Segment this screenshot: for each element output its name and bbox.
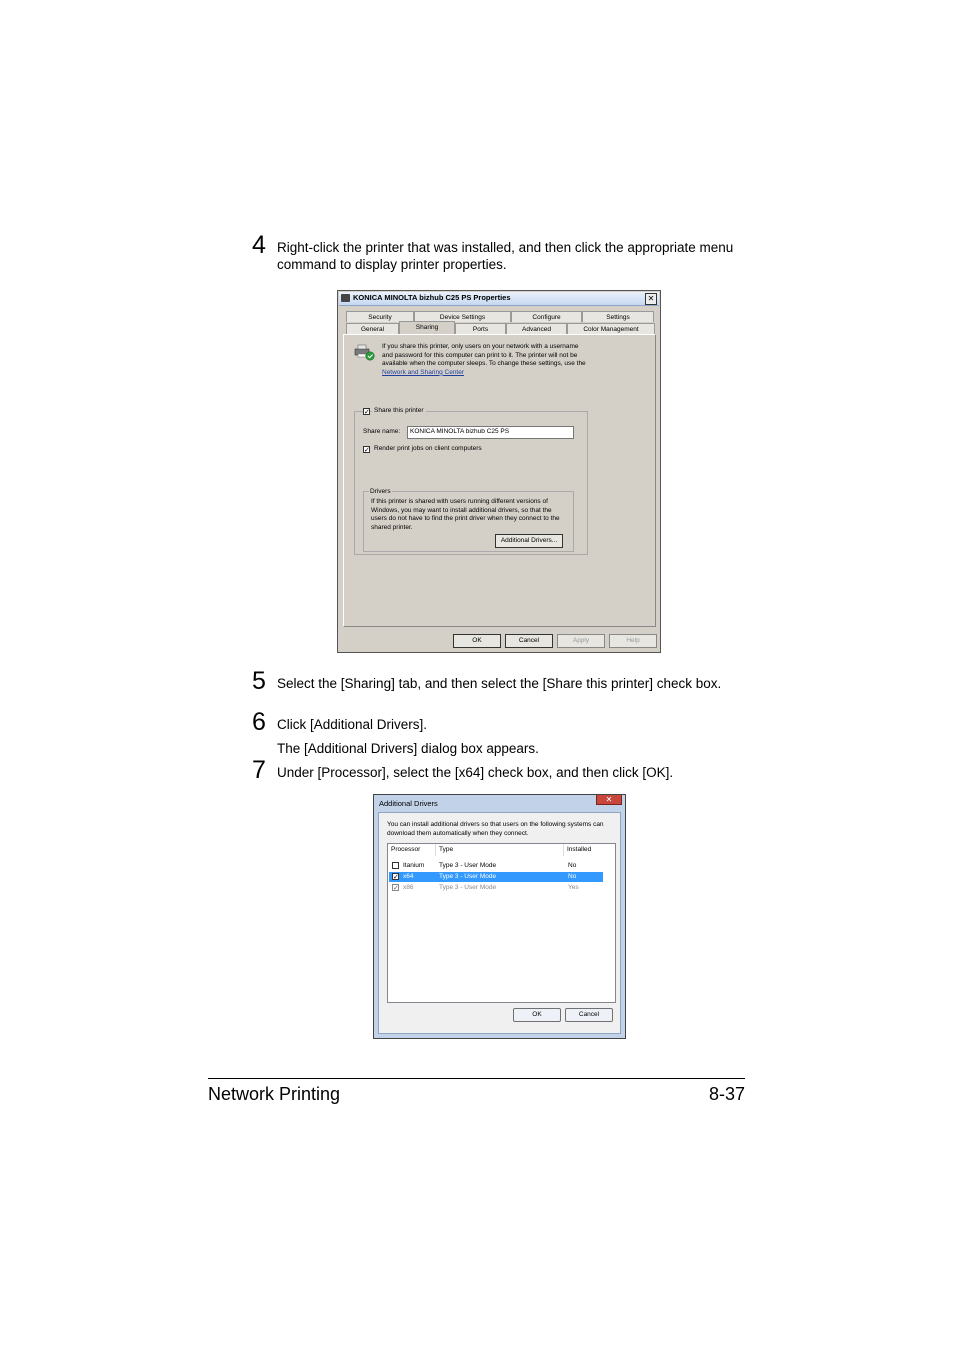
title-bar <box>339 292 659 306</box>
share-name-label: Share name: <box>363 428 401 435</box>
close-icon[interactable]: ✕ <box>645 293 657 305</box>
sharing-info-body: If you share this printer, only users on your network with a username and password for this computer can print to it. The printer will not be available when the computer sleeps. To change these settings, use the <box>382 343 586 368</box>
render-print-jobs-checkbox[interactable]: ✓ <box>364 447 370 454</box>
processor-cell: x86 <box>403 884 414 891</box>
installed-cell: No <box>568 862 577 869</box>
step-text: Select the [Sharing] tab, and then select the [Share this printer] check box. <box>277 676 722 691</box>
sharing-info-text <box>382 343 587 377</box>
type-cell: Type 3 - User Mode <box>439 862 497 869</box>
cancel-button[interactable]: Cancel <box>505 634 553 648</box>
ok-button[interactable]: OK <box>513 1008 561 1022</box>
tab-security[interactable]: Security <box>346 311 414 322</box>
share-name-input[interactable]: KONICA MINOLTA bizhub C25 PS <box>407 426 574 439</box>
render-print-jobs-label: Render print jobs on client computers <box>374 445 482 452</box>
installed-cell: No <box>568 873 577 880</box>
step-text: Right-click the printer that was installed, and then click the appropriate menu command to display printer properties. <box>277 240 734 272</box>
drivers-group <box>363 488 574 552</box>
type-cell: Type 3 - User Mode <box>439 884 497 891</box>
dialog-title: Additional Drivers <box>379 799 438 808</box>
tab-general[interactable]: General <box>346 323 399 334</box>
drivers-group-label: Drivers <box>370 488 391 495</box>
drivers-text: If this printer is shared with users running different versions of Windows, you may want to install additional drivers, so that the users do not have to find the print driver when they connect to the shared printer. <box>371 498 560 531</box>
footer-rule <box>208 1078 745 1079</box>
additional-drivers-dialog <box>373 794 626 1039</box>
row-checkbox[interactable]: ✓ <box>393 885 399 892</box>
ok-button[interactable]: OK <box>453 634 501 648</box>
dialog-title: KONICA MINOLTA bizhub C25 PS Properties <box>353 293 511 302</box>
table-row[interactable] <box>389 861 603 871</box>
step-note: The [Additional Drivers] dialog box appears. <box>277 741 539 756</box>
table-row[interactable] <box>389 883 603 893</box>
share-this-printer-checkbox[interactable]: ✓ <box>364 409 370 416</box>
close-icon[interactable]: ✕ <box>596 795 622 805</box>
help-button[interactable]: Help <box>609 634 657 648</box>
tab-color-management[interactable]: Color Management <box>567 323 655 334</box>
dialog-body <box>378 812 621 1034</box>
shared-printer-icon <box>354 343 376 361</box>
footer-section-title: Network Printing <box>208 1084 341 1104</box>
sharing-panel <box>343 334 656 627</box>
column-header-installed[interactable]: Installed <box>567 846 592 853</box>
tab-configure[interactable]: Configure <box>511 311 582 322</box>
network-sharing-center-link[interactable]: Network and Sharing Center <box>382 368 465 376</box>
share-group <box>354 407 588 555</box>
footer-page-number: 8-37 <box>708 1084 745 1104</box>
type-cell: Type 3 - User Mode <box>439 873 497 880</box>
step-number: 5 <box>252 667 266 695</box>
intro-text: You can install additional drivers so that users on the following systems can download them automatically when they connect. <box>387 821 604 837</box>
column-header-type[interactable]: Type <box>436 844 564 856</box>
additional-drivers-button[interactable]: Additional Drivers... <box>495 534 563 548</box>
processor-cell: x64 <box>403 873 414 880</box>
cancel-button[interactable]: Cancel <box>565 1008 613 1022</box>
apply-button[interactable]: Apply <box>557 634 605 648</box>
tab-advanced[interactable]: Advanced <box>506 323 567 334</box>
step-text: Click [Additional Drivers]. <box>277 717 428 732</box>
step-text: Under [Processor], select the [x64] check box, and then click [OK]. <box>277 765 674 780</box>
step-number: 4 <box>252 231 266 259</box>
tab-sharing[interactable]: Sharing <box>399 321 455 334</box>
tab-settings[interactable]: Settings <box>582 311 654 322</box>
processor-cell: Itanium <box>403 862 425 869</box>
step-number: 6 <box>252 708 266 736</box>
tab-ports[interactable]: Ports <box>455 323 506 334</box>
share-this-printer-label: Share this printer <box>374 407 424 414</box>
table-row[interactable] <box>389 872 603 882</box>
installed-cell: Yes <box>568 884 579 891</box>
step-number: 7 <box>252 756 266 784</box>
row-checkbox[interactable] <box>392 862 399 869</box>
drivers-list <box>387 843 616 1003</box>
row-checkbox[interactable]: ✓ <box>393 874 399 881</box>
tab-device-settings[interactable]: Device Settings <box>414 311 511 322</box>
printer-icon <box>341 294 350 302</box>
column-header-processor[interactable]: Processor <box>388 844 436 856</box>
printer-properties-dialog <box>337 290 661 653</box>
